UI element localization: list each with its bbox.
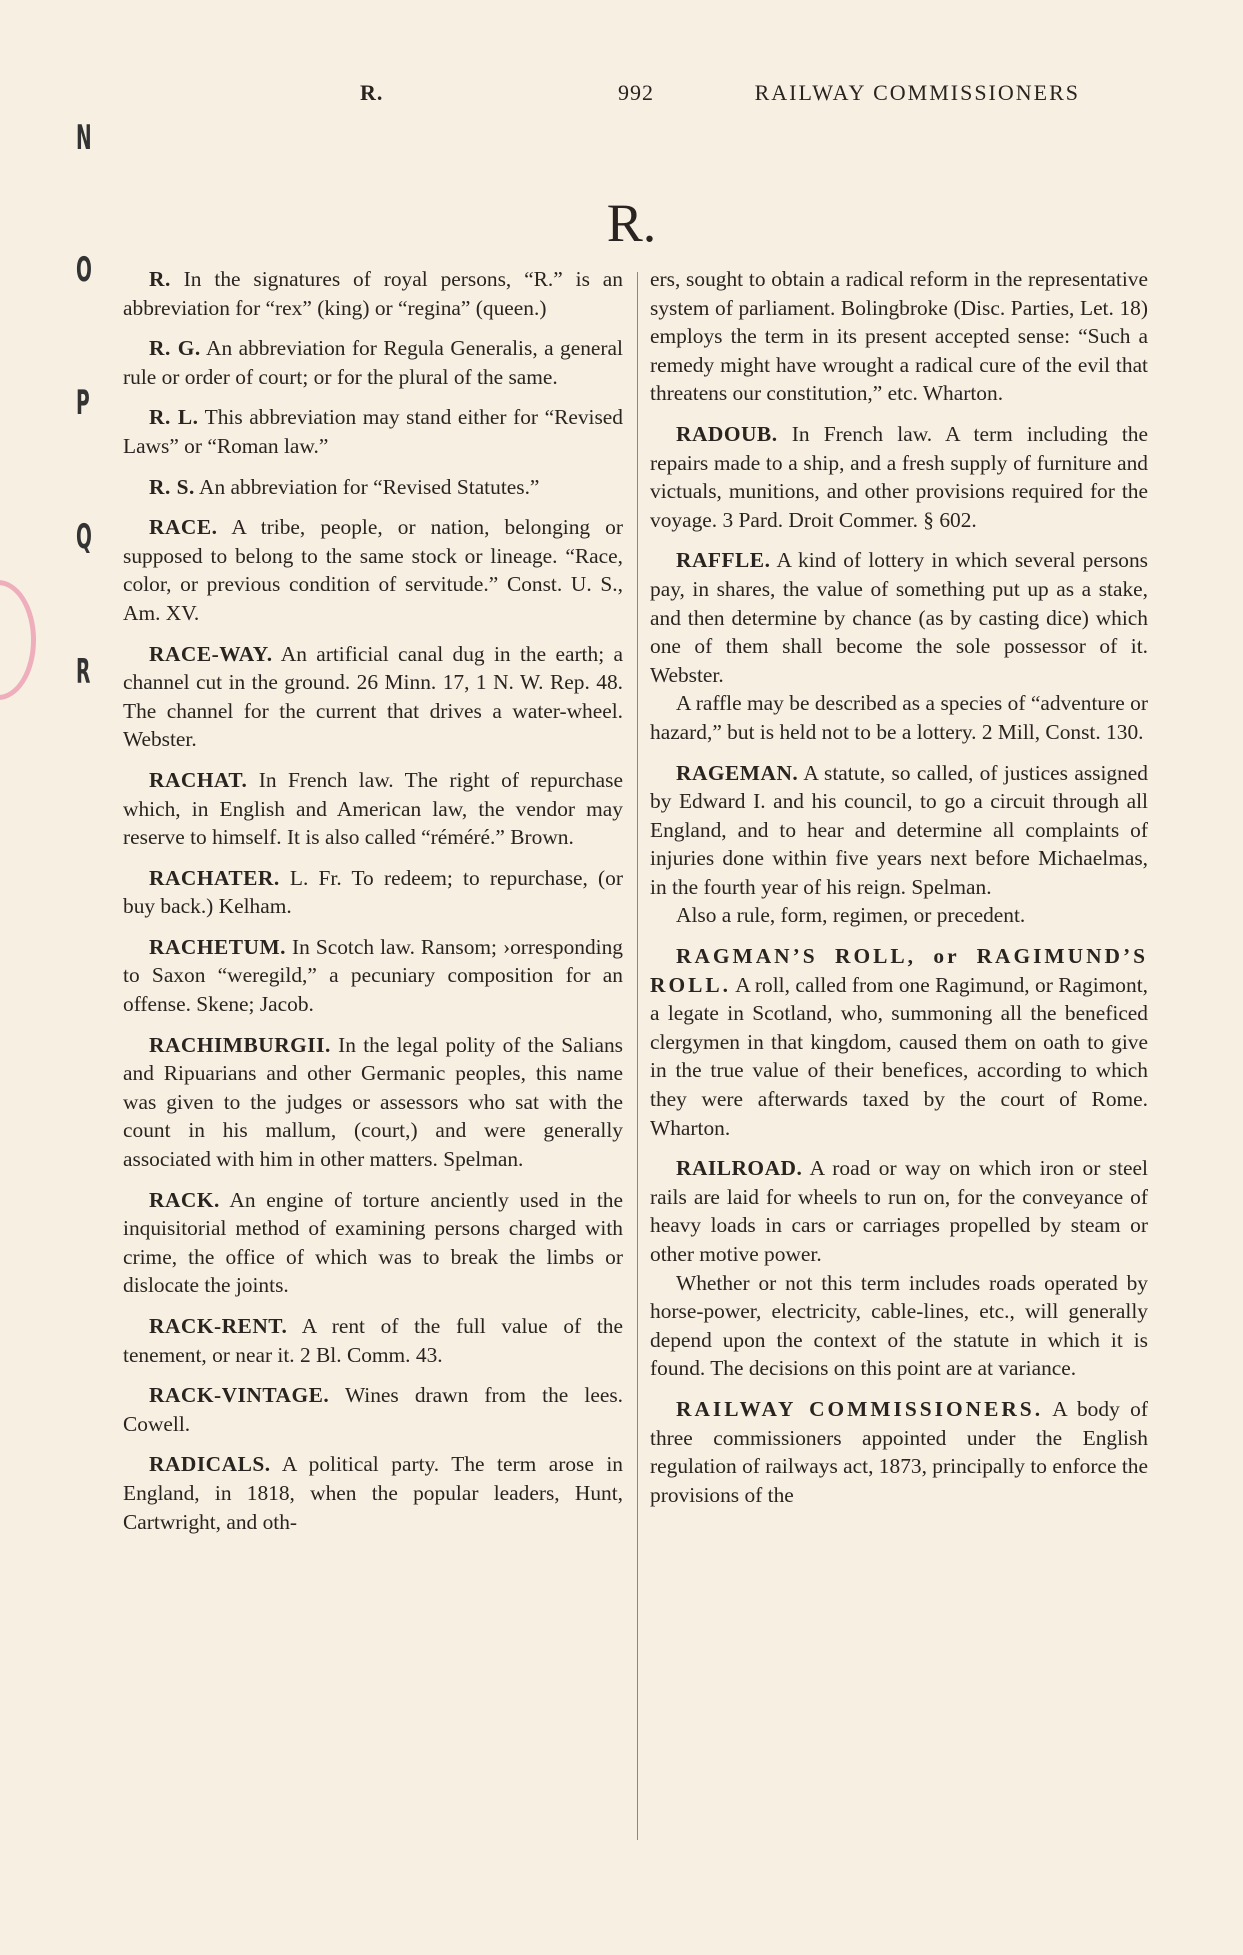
entry-definition: Wines drawn from the lees. Cowell. — [123, 1383, 623, 1436]
entry-term: RACHATER. — [149, 865, 280, 890]
entry-definition: Also a rule, form, regimen, or precedent. — [676, 903, 1026, 928]
dictionary-entry — [123, 864, 623, 921]
entry-definition: A political party. The term arose in England, in 1818, when the popular leaders, Hunt, Cartwright, and oth- — [123, 1452, 623, 1534]
entry-definition: In the signatures of royal persons, “R.” is an abbreviation for “rex” (king) or “regina” (queen.) — [123, 267, 623, 320]
thumb-tab-q[interactable]: Q — [76, 517, 92, 557]
entry-term: RACK. — [149, 1187, 220, 1212]
dictionary-entry — [123, 1312, 623, 1369]
entry-definition: This abbreviation may stand either for “Revised Laws” or “Roman law.” — [123, 405, 623, 458]
entry-definition: In French law. A term including the repairs made to a ship, and a fresh supply of furniture and victuals, munitions, and other provisions required for the voyage. 3 Pard. Droit Commer. § 602. — [650, 421, 1148, 532]
entry-term: R. — [149, 267, 171, 291]
dictionary-entry — [123, 1031, 623, 1174]
dictionary-entry — [650, 420, 1148, 534]
entry-definition: An artificial canal dug in the earth; a channel cut in the ground. 26 Minn. 17, 1 N. W. Rep. 48. The channel for the current that drives a water-wheel. Webster. — [123, 641, 623, 752]
entry-definition: A kind of lottery in which several persons pay, in shares, the value of something put up as a stake, and then determine by chance (as by casting dice) which one of them shall become the sole possessor of it. Webster. — [650, 548, 1148, 687]
dictionary-entry — [650, 1269, 1148, 1383]
entry-definition: A tribe, people, or nation, belonging or supposed to belong to the same stock or lineage. “Race, color, or previous condition of servitude.” Const. U. S., Am. XV. — [123, 515, 623, 625]
dictionary-entry — [123, 1186, 623, 1300]
dictionary-entry — [650, 546, 1148, 689]
entry-definition: A roll, called from one Ragimund, or Ragimont, a legate in Scotland, who, summoning all the beneficed clergymen in that kingdom, caused them on oath to give in the true value of their benefices, according to which they were afterwards taxed by the court of Rome. Wharton. — [650, 972, 1148, 1140]
thumb-tab-n[interactable]: N — [76, 118, 92, 158]
entry-term: RADOUB. — [676, 421, 778, 446]
page-number: 992 — [618, 80, 654, 105]
dictionary-entry — [123, 766, 623, 852]
entry-term: RACK-VINTAGE. — [149, 1383, 330, 1408]
entry-definition: An engine of torture anciently used in the inquisitorial method of examining persons charged with crime, the office of which was to break the limbs or dislocate the joints. — [123, 1187, 623, 1298]
running-header — [360, 80, 1080, 108]
dictionary-entry — [650, 1395, 1148, 1509]
entry-term: RAGEMAN. — [676, 760, 799, 785]
entry-term: R. L. — [149, 405, 199, 430]
dictionary-entry — [123, 1450, 623, 1536]
entry-definition: An abbreviation for “Revised Statutes.” — [194, 474, 540, 499]
entry-term: RACHETUM. — [149, 934, 287, 959]
entry-definition: A raffle may be described as a species of “adventure or hazard,” but is held not to be a lottery. 2 Mill, Const. 130. — [650, 691, 1148, 744]
entry-definition: A body of three commissioners appointed under the English regulation of railways act, 1873, principally to enforce the provisions of the — [650, 1396, 1149, 1507]
entry-term: RAGMAN’S ROLL, or RAGIMUND’S ROLL. — [650, 944, 1148, 997]
entry-definition: In Scotch law. Ransom; ›orresponding to Saxon “weregild,” a pecuniary composition for an offense. Skene; Jacob. — [123, 934, 623, 1017]
entry-definition: An abbreviation for Regula Generalis, a general rule or order of court; or for the plural of the same. — [123, 336, 623, 389]
entry-definition: A rent of the full value of the tenement, or near it. 2 Bl. Comm. 43. — [123, 1314, 623, 1367]
dictionary-entry — [123, 640, 623, 754]
entry-term: RACE. — [149, 515, 218, 540]
dictionary-entry — [123, 933, 623, 1019]
entry-term: RAILWAY COMMISSIONERS. — [676, 1396, 1044, 1421]
entry-term: R. S. — [149, 474, 195, 499]
entry-term: RACK-RENT. — [149, 1314, 288, 1338]
dictionary-entry — [123, 513, 623, 627]
running-title: RAILWAY COMMISSIONERS — [754, 80, 1080, 105]
entry-term: RAFFLE. — [676, 548, 771, 573]
dictionary-entry — [650, 689, 1148, 746]
dictionary-entry — [123, 265, 623, 322]
thumb-tab-o[interactable]: O — [76, 250, 92, 290]
entry-definition: In French law. The right of repurchase which, in English and American law, the vendor may reserve to himself. It is also called “réméré.” Brown. — [123, 767, 623, 850]
dictionary-entry — [123, 1381, 623, 1438]
dictionary-entry — [650, 942, 1148, 1142]
dictionary-entry — [123, 334, 623, 391]
entry-definition: In the legal polity of the Salians and Ripuarians and other Germanic peoples, this name was given to the judges or assessors who sat with the count in his mallum, (court,) and were generally associated with him in other matters. Spelman. — [123, 1032, 623, 1172]
header-letter: R. — [360, 80, 384, 105]
entry-definition: A road or way on which iron or steel rails are laid for wheels to run on, for the conveyance of heavy loads in cars or carriages propelled by steam or other motive power. — [650, 1156, 1148, 1266]
thumb-tab-p[interactable]: P — [76, 383, 90, 423]
entry-definition: A statute, so called, of justices assigned by Edward I. and his council, to go a circuit through all England, and to hear and determine all complaints of injuries done within five years next before Michaelmas, in the fourth year of his reign. Spelman. — [650, 760, 1148, 899]
entry-definition: L. Fr. To redeem; to repurchase, (or buy back.) Kelham. — [123, 865, 623, 919]
entry-term: RAILROAD. — [676, 1156, 803, 1181]
dictionary-entry — [650, 1154, 1148, 1268]
entry-term: RACE-WAY. — [149, 641, 273, 666]
dictionary-entry — [123, 473, 623, 502]
entry-term: R. G. — [149, 336, 201, 361]
thumb-tab-r[interactable]: R — [76, 652, 91, 692]
dictionary-entry — [650, 901, 1148, 930]
dictionary-entry — [650, 265, 1148, 408]
dictionary-entry — [650, 759, 1148, 902]
ink-stamp-mark — [0, 580, 36, 700]
entry-term: RACHAT. — [149, 767, 248, 792]
right-column — [650, 265, 1148, 1521]
section-heading: R. — [606, 193, 657, 253]
entry-definition: ers, sought to obtain a radical reform in the representative system of parliament. Bolingbroke (Disc. Parties, Let. 18) employs the term in its present accepted sense: “Such a remedy might have wrought a radical cure of the evil that threatens our constitution,” etc. Wharton. — [650, 267, 1148, 406]
entry-term: RADICALS. — [149, 1452, 271, 1477]
left-column — [123, 265, 623, 1548]
dictionary-entry — [123, 403, 623, 460]
entry-term: RACHIMBURGII. — [149, 1032, 331, 1057]
column-divider — [637, 272, 638, 1840]
entry-definition: Whether or not this term includes roads operated by horse-power, electricity, cable-lines, etc., will generally depend upon the context of the statute in which it is found. The decisions on this point are at variance. — [650, 1270, 1148, 1381]
